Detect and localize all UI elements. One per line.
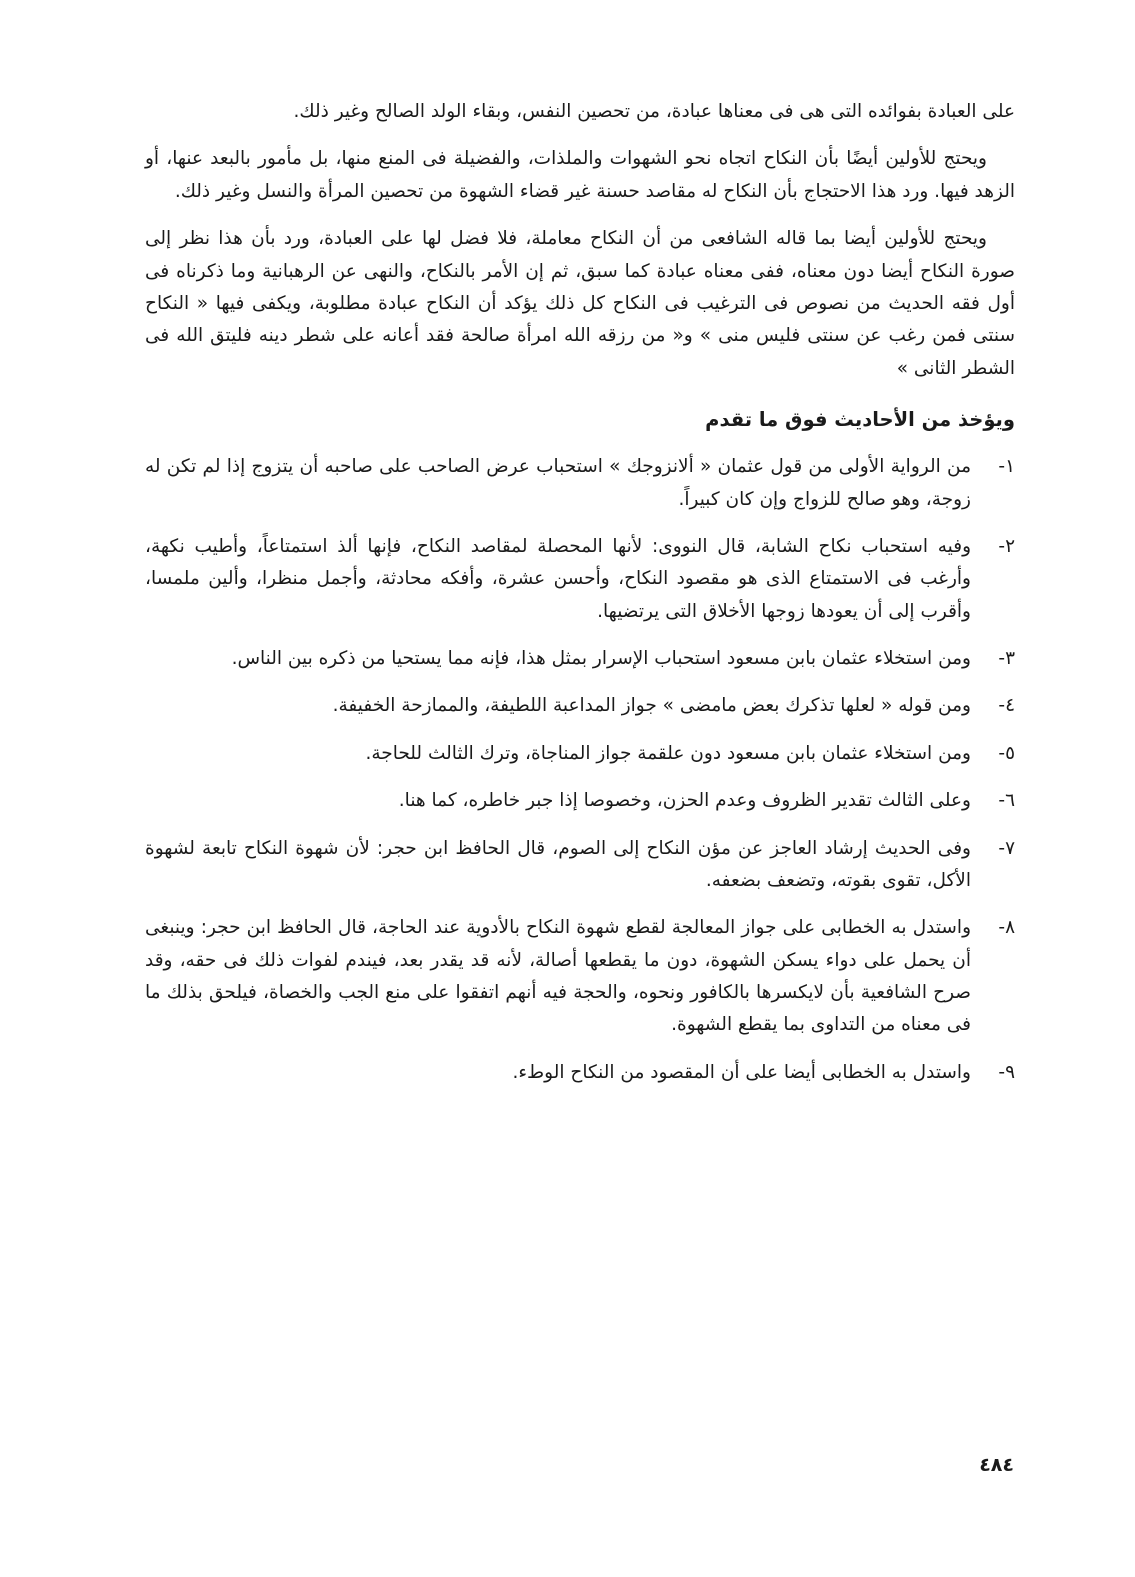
list-item bbox=[145, 833, 1015, 898]
list-item bbox=[145, 912, 1015, 1042]
list-item bbox=[145, 1057, 1015, 1089]
list-item-text: من الرواية الأولى من قول عثمان « ألانزوجك » استحباب عرض الصاحب على صاحبه أن يتزوج إذا لم تكن له زوجة، وهو صالح للزواج وإن كان كبيراً. bbox=[145, 456, 971, 510]
list-item-text: وفيه استحباب نكاح الشابة، قال النووى: لأنها المحصلة لمقاصد النكاح، فإنها ألذ استمتاعاً، وأطيب نكهة، وأرغب فى الاستمتاع الذى هو مقصود النكاح، وأحسن عشرة، وأفكه محادثة، وأجمل منظرا، وألين ملمسا، وأقرب إلى أن يعودها زوجها الأخلاق التى يرتضيها. bbox=[145, 535, 971, 622]
list-item bbox=[145, 531, 1015, 628]
list-item-text: ومن استخلاء عثمان بابن مسعود استحباب الإسرار بمثل هذا، فإنه مما يستحيا من ذكره بين الناس. bbox=[231, 648, 971, 669]
list-item-number: ٣- bbox=[998, 648, 1015, 669]
list-item bbox=[145, 643, 1015, 675]
list-item-number: ٦- bbox=[998, 790, 1015, 812]
list-item-number: ٧- bbox=[998, 837, 1015, 859]
page-number: ٤٨٤ bbox=[979, 1454, 1014, 1476]
list-item-text: وعلى الثالث تقدير الظروف وعدم الحزن، وخصوصا إذا جبر خاطره، كما هنا. bbox=[398, 790, 971, 812]
paragraph-continuation: على العبادة بفوائده التى هى فى معناها عبادة، من تحصين النفس، وبقاء الولد الصالح وغير ذلك. bbox=[293, 101, 1015, 122]
list-item-number: ٤- bbox=[998, 695, 1015, 717]
list-item-text: واستدل به الخطابى أيضا على أن المقصود من النكاح الوطء. bbox=[512, 1061, 971, 1083]
list-item-number: ٥- bbox=[998, 742, 1015, 764]
list-item-number: ٢- bbox=[998, 535, 1015, 557]
list-item bbox=[145, 785, 1015, 817]
page-body bbox=[145, 96, 1015, 1104]
paragraph-argument-shafii: ويحتج للأولين أيضا بما قاله الشافعى من أن النكاح معاملة، فلا فضل لها على العبادة، ورد بأن هذا نظر إلى صورة النكاح أيضا دون معناه، ففى معناه عبادة كما سبق، ثم إن الأمر بالنكاح، والنهى عن الرهبانية وما ذكرناه فى أول فقه الحديث من نصوص فى الترغيب فى النكاح كل ذلك يؤكد أن النكاح عبادة مطلوبة، ويكفى فيها « النكاح سنتى فمن رغب عن سنتى فليس منى » و« من رزقه الله امرأة صالحة فقد أعانه على شطر دينه فليتق الله فى الشطر الثانى » bbox=[145, 228, 1015, 379]
list-item-number: ٩- bbox=[998, 1061, 1015, 1083]
section-heading: ويؤخذ من الأحاديث فوق ما تقدم bbox=[705, 408, 1015, 431]
list-item-number: ١- bbox=[998, 456, 1015, 478]
list-item bbox=[145, 690, 1015, 722]
list-item bbox=[145, 738, 1015, 770]
list-item-text: ومن قوله « لعلها تذكرك بعض مامضى » جواز المداعبة اللطيفة، والممازحة الخفيفة. bbox=[332, 695, 971, 717]
list-item-number: ٨- bbox=[998, 917, 1015, 939]
list-item-text: وفى الحديث إرشاد العاجز عن مؤن النكاح إلى الصوم، قال الحافظ ابن حجر: لأن شهوة النكاح تابعة لشهوة الأكل، تقوى بقوته، وتضعف بضعفه. bbox=[145, 837, 971, 891]
list-item bbox=[145, 451, 1015, 516]
list-item-text: ومن استخلاء عثمان بابن مسعود دون علقمة جواز المناجاة، وترك الثالث للحاجة. bbox=[365, 742, 971, 764]
list-item-text: واستدل به الخطابى على جواز المعالجة لقطع شهوة النكاح بالأدوية عند الحاجة، قال الحافظ ابن حجر: وينبغى أن يحمل على دواء يسكن الشهوة، دون ما يقطعها أصالة، لأنه قد يقدر بعد، فيندم لفوات ذلك فى حقه، وقد صرح الشافعية بأن لايكسرها بالكافور ونحوه، والحجة فيه أنهم اتفقوا على منع الجب والخصاة، فيلحق بذلك ما فى معناه من التداوى بما يقطع الشهوة. bbox=[145, 917, 971, 1036]
paragraph-argument-desires: ويحتج للأولين أيضًا بأن النكاح اتجاه نحو الشهوات والملذات، والفضيلة فى المنع منها، بل مأمور بالبعد عنها، أو الزهد فيها. ورد هذا الاحتجاج بأن النكاح له مقاصد حسنة غير قضاء الشهوة من تحصين المرأة والنسل وغير ذلك. bbox=[145, 148, 1015, 202]
